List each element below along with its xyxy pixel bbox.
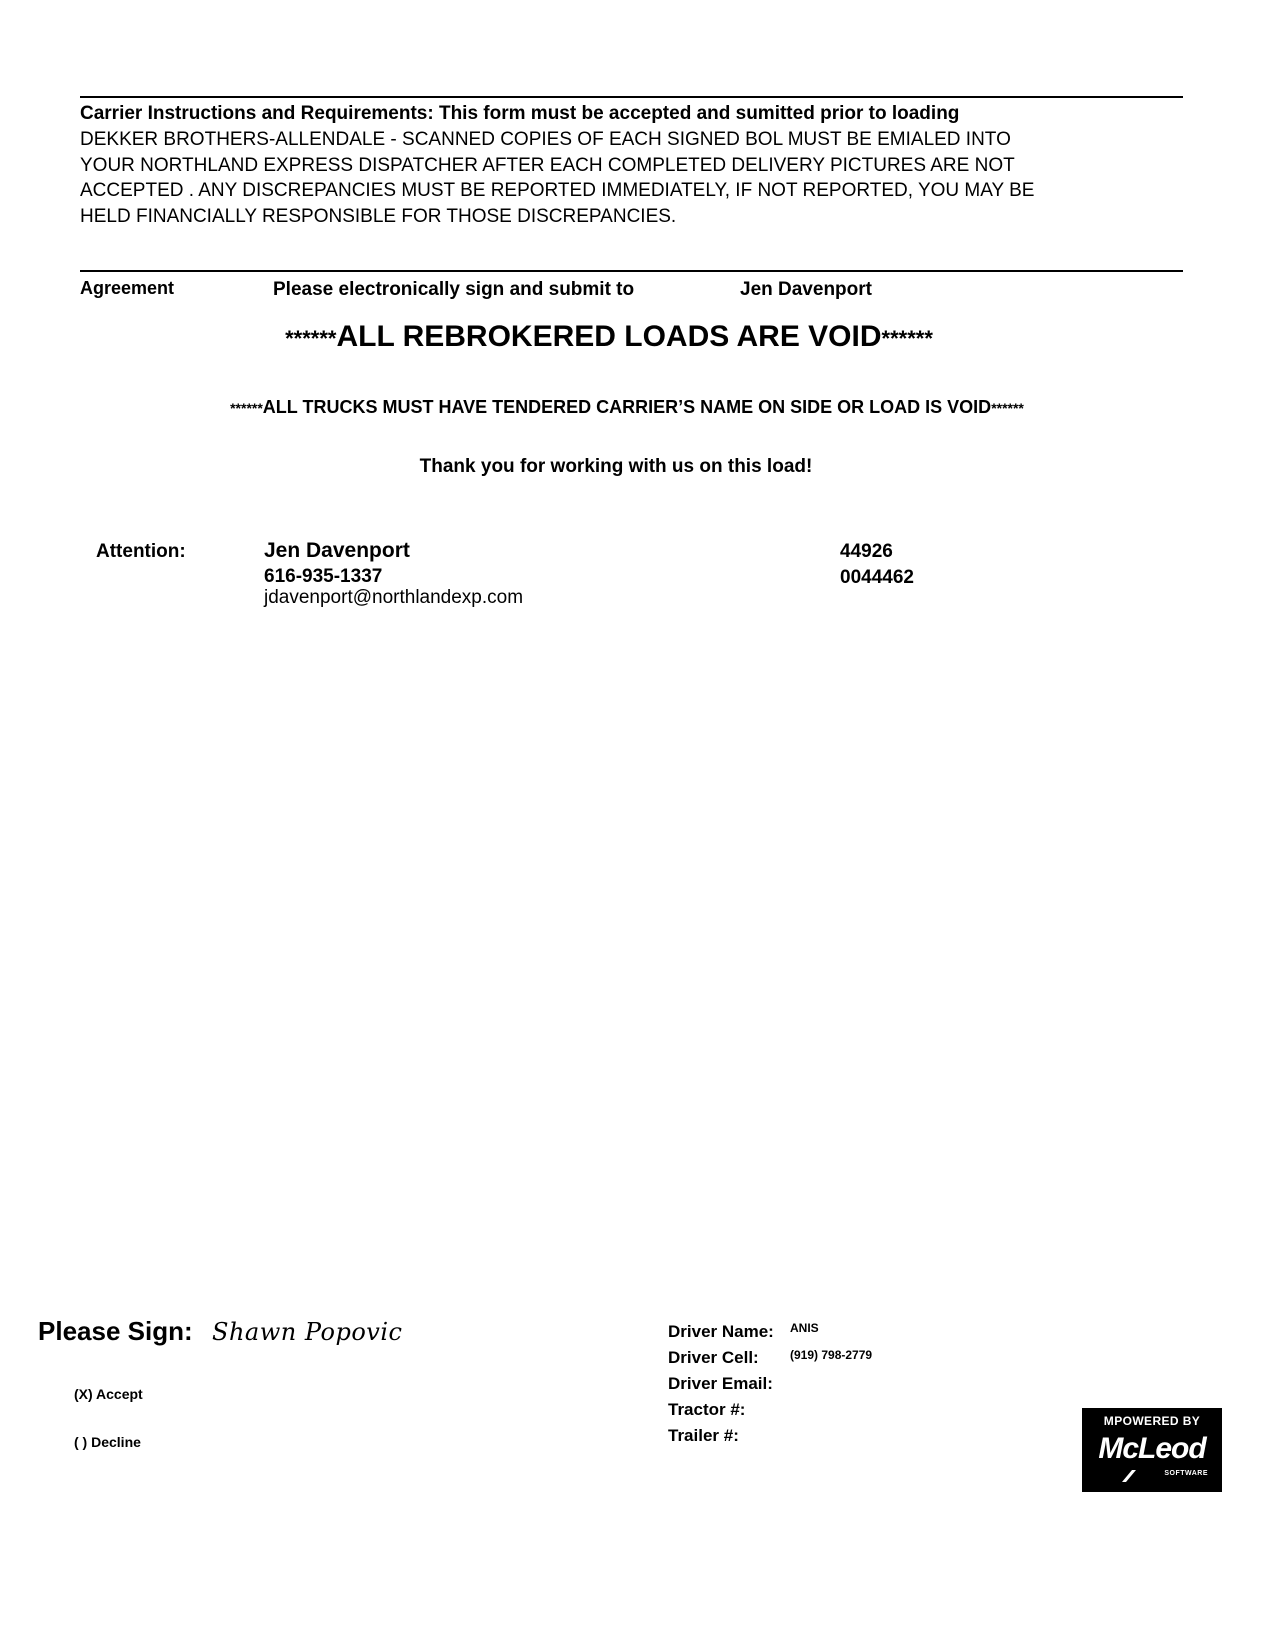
agreement-recipient: Jen Davenport [740,279,872,300]
rebrokered-notice [0,320,1218,354]
instructions-line: YOUR NORTHLAND EXPRESS DISPATCHER AFTER EACH COMPLETED DELIVERY PICTURES ARE NOT [80,154,1015,176]
logo-top-text: MPOWERED BY [1103,1414,1201,1428]
decline-option[interactable]: ( ) Decline [74,1434,141,1450]
driver-name-value: ANIS [790,1321,819,1335]
instructions-line: DEKKER BROTHERS-ALLENDALE - SCANNED COPIES OF EACH SIGNED BOL MUST BE EMIALED INTO [80,129,1011,150]
tractor-label: Tractor #: [668,1400,746,1419]
agreement-label: Agreement [80,278,175,298]
accept-option[interactable]: (X) Accept [74,1386,143,1402]
top-divider [80,96,1183,98]
mcleod-logo [1082,1408,1222,1492]
thank-you-message: Thank you for working with us on this load! [419,456,813,477]
trucks-stars-right: ****** [991,400,1024,416]
driver-cell-label: Driver Cell: [668,1348,759,1367]
signature-handwritten[interactable]: Shawn Popovic [212,1318,403,1346]
reference-number-1: 44926 [840,541,893,562]
trucks-text: ALL TRUCKS MUST HAVE TENDERED CARRIER’S NAME ON SIDE OR LOAD IS VOID [262,397,992,417]
attention-name: Jen Davenport [264,539,410,562]
driver-cell-value: (919) 798-2779 [790,1348,873,1362]
agreement-instruction: Please electronically sign and submit to [273,279,635,300]
attention-phone: 616-935-1337 [264,566,383,587]
trucks-notice [172,397,1082,418]
instructions-body [80,127,1200,229]
rebrokered-text: ALL REBROKERED LOADS ARE VOID [336,320,882,353]
driver-name-label: Driver Name: [668,1322,774,1341]
rebrokered-stars-left: ****** [285,326,337,351]
logo-bottom-text: SOFTWARE [1164,1470,1208,1477]
please-sign-label: Please Sign: [38,1316,193,1346]
logo-wordmark: McLeod [1098,1432,1206,1465]
logo-swoosh-icon [1118,1466,1158,1484]
driver-email-label: Driver Email: [668,1374,773,1393]
instructions-heading: Carrier Instructions and Requirements: This form must be accepted and sumitted prior to loading [80,103,960,124]
instructions-line: ACCEPTED . ANY DISCREPANCIES MUST BE REPORTED IMMEDIATELY, IF NOT REPORTED, YOU MAY BE [80,180,1035,201]
attention-email: jdavenport@northlandexp.com [264,587,524,608]
trucks-stars-left: ****** [230,400,263,416]
agreement-divider [80,270,1183,272]
rebrokered-stars-right: ****** [881,326,933,351]
trailer-label: Trailer #: [668,1426,739,1445]
attention-label: Attention: [96,541,186,562]
reference-number-2: 0044462 [840,567,914,588]
instructions-line: HELD FINANCIALLY RESPONSIBLE FOR THOSE DISCREPANCIES. [80,205,677,227]
